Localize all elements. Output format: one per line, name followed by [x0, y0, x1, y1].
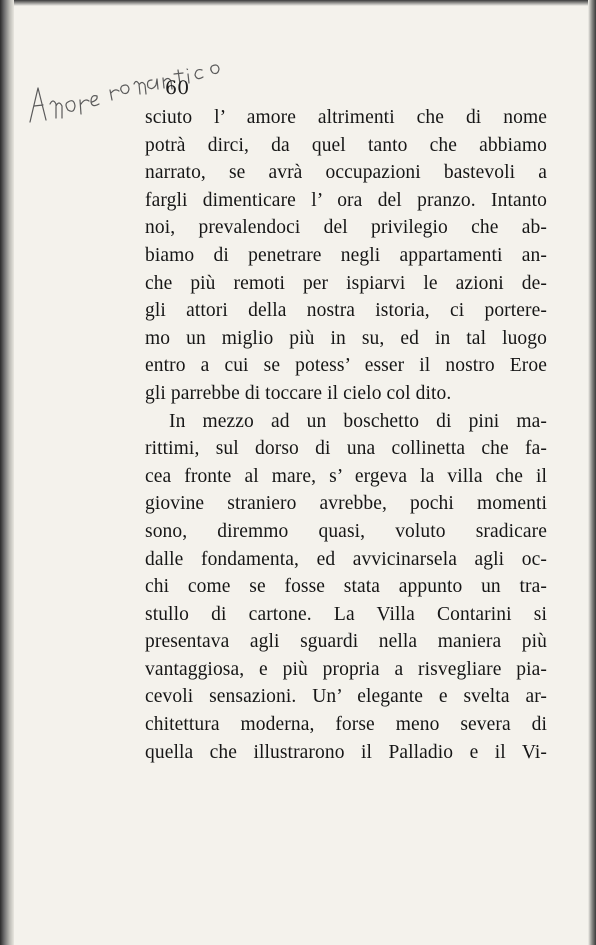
text-line: biamo di penetrare negli appartamenti an-	[145, 244, 547, 266]
text-line: potrà dirci, da quel tanto che abbiamo	[145, 134, 547, 156]
text-line: chi come se fosse stata appunto un tra-	[145, 576, 547, 598]
text-line: dalle fondamenta, ed avvicinarsela agli oc-	[145, 548, 547, 570]
page-right-edge	[588, 0, 596, 945]
text-line: noi, prevalendoci del privilegio che ab-	[145, 217, 547, 239]
text-line: cevoli sensazioni. Un’ elegante e svelta ar-	[145, 686, 547, 708]
text-line: narrato, se avrà occupazioni bastevoli a	[145, 162, 547, 184]
text-line: cea fronte al mare, s’ ergeva la villa che il	[145, 465, 547, 487]
text-line: fargli dimenticare l’ ora del pranzo. Intanto	[145, 189, 547, 211]
paragraph-start-line: In mezzo ad un boschetto di pini ma-	[169, 410, 547, 432]
text-line: sono, diremmo quasi, voluto sradicare	[145, 520, 547, 542]
text-line: mo un miglio più in su, ed in tal luogo	[145, 327, 547, 349]
text-line: giovine straniero avrebbe, pochi momenti	[145, 493, 547, 515]
text-line: chitettura moderna, forse meno severa di	[145, 714, 547, 736]
text-line: stullo di cartone. La Villa Contarini si	[145, 603, 547, 625]
text-line: rittimi, sul dorso di una collinetta che fa-	[145, 438, 547, 460]
text-line: sciuto l’ amore altrimenti che di nome	[145, 107, 547, 128]
body-text	[145, 104, 547, 766]
text-line: gli parrebbe di toccare il cielo col dito.	[145, 382, 452, 404]
text-line: entro a cui se potess’ esser il nostro Eroe	[145, 355, 547, 377]
text-line: vantaggiosa, e più propria a risvegliare pia-	[145, 658, 547, 680]
text-line: quella che illustrarono il Palladio e il Vi-	[145, 741, 547, 763]
text-line: gli attori della nostra istoria, ci portere-	[145, 300, 547, 322]
text-line: che più remoti per ispiarvi le azioni de-	[145, 272, 547, 294]
page-top-edge	[0, 0, 596, 6]
page-gutter-shadow	[0, 0, 14, 945]
text-line: presentava agli sguardi nella maniera più	[145, 631, 547, 653]
page-number: 60	[165, 77, 190, 99]
